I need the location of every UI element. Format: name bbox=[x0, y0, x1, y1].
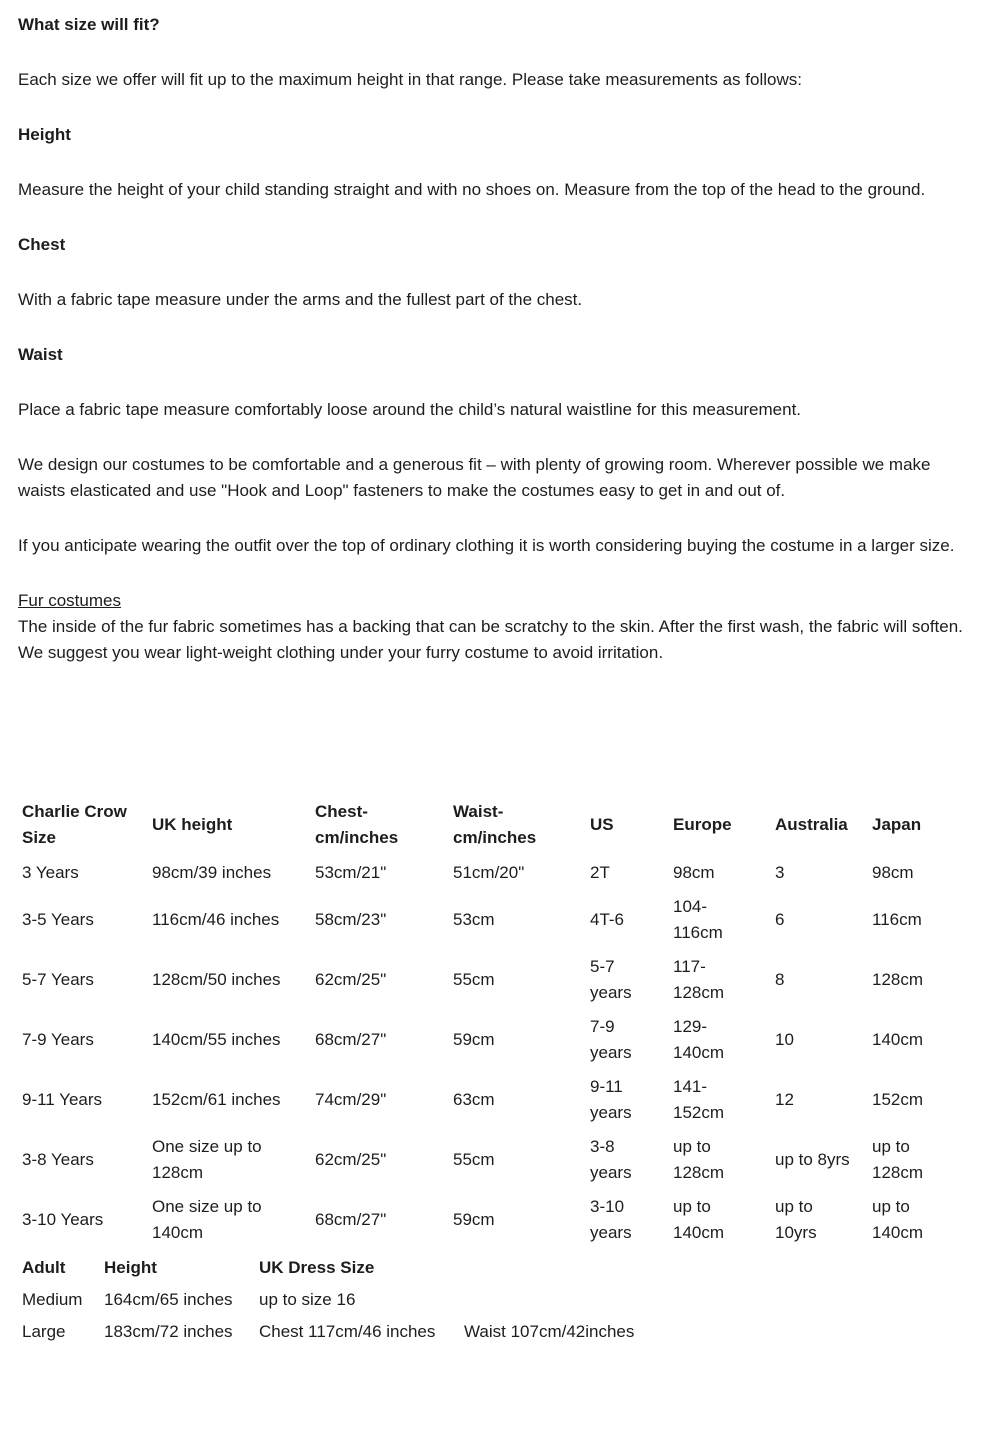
table-cell: 4T-6 bbox=[590, 910, 625, 929]
table-cell: 68cm/27" bbox=[315, 1210, 387, 1229]
fur-costumes-paragraph: The inside of the fur fabric sometimes has a backing that can be scratchy to the skin. After the first wash, the fabric will soften. We suggest you wear light-weight clothing under your furry costume to avoid irritation. bbox=[18, 617, 963, 662]
table-cell: 3 bbox=[775, 863, 785, 882]
table-cell: 116cm/46 inches bbox=[152, 910, 280, 929]
table-cell: 98cm bbox=[673, 863, 715, 882]
table-cell: Large bbox=[22, 1322, 66, 1341]
table-cell: 7-9 years bbox=[590, 1017, 632, 1062]
table-cell: 141-152cm bbox=[673, 1077, 725, 1122]
column-header: UK Dress Size bbox=[259, 1258, 375, 1277]
table-cell: 5-7 years bbox=[590, 957, 632, 1002]
table-cell: 98cm/39 inches bbox=[152, 863, 272, 882]
column-header: Japan bbox=[872, 815, 922, 834]
table-cell: One size up to 140cm bbox=[152, 1197, 262, 1242]
column-header: Height bbox=[104, 1258, 157, 1277]
chest-heading: Chest bbox=[18, 235, 66, 254]
column-header: Chest-cm/inches bbox=[315, 802, 399, 847]
table-cell: 3 Years bbox=[22, 863, 79, 882]
table-cell: 3-10 Years bbox=[22, 1210, 104, 1229]
size-chart-header-row bbox=[18, 794, 998, 856]
table-row bbox=[18, 890, 998, 950]
table-cell: up to 128cm bbox=[673, 1137, 725, 1182]
table-row bbox=[18, 1284, 790, 1316]
table-cell: 152cm bbox=[872, 1090, 924, 1109]
table-cell: 116cm bbox=[872, 910, 922, 929]
table-cell: up to 8yrs bbox=[775, 1150, 850, 1169]
size-chart-table bbox=[18, 794, 998, 1250]
table-cell: 63cm bbox=[453, 1090, 495, 1109]
column-header: Australia bbox=[775, 815, 848, 834]
table-cell: 140cm/55 inches bbox=[152, 1030, 281, 1049]
table-cell: 12 bbox=[775, 1090, 794, 1109]
table-cell: 9-11 Years bbox=[22, 1090, 103, 1109]
height-heading: Height bbox=[18, 125, 71, 144]
table-cell: 58cm/23" bbox=[315, 910, 387, 929]
table-cell: 98cm bbox=[872, 863, 914, 882]
table-cell: 55cm bbox=[453, 1150, 495, 1169]
table-cell: 128cm/50 inches bbox=[152, 970, 281, 989]
table-cell: up to 10yrs bbox=[775, 1197, 817, 1242]
table-cell: 9-11 years bbox=[590, 1077, 632, 1122]
page-title: What size will fit? bbox=[18, 15, 160, 34]
waist-paragraph: Place a fabric tape measure comfortably loose around the child’s natural waistline for this measurement. bbox=[18, 400, 802, 419]
table-cell: 104-116cm bbox=[673, 897, 723, 942]
column-header: Adult bbox=[22, 1258, 66, 1277]
table-cell: 51cm/20" bbox=[453, 863, 525, 882]
fit-note-paragraph: We design our costumes to be comfortable and a generous fit – with plenty of growing room. Wherever possible we make waists elasticated and use "Hook and Loop" fasteners to make the costumes easy to get in and out of. bbox=[18, 455, 931, 500]
table-cell: 7-9 Years bbox=[22, 1030, 94, 1049]
table-cell: 140cm bbox=[872, 1030, 924, 1049]
table-cell: 62cm/25" bbox=[315, 970, 387, 989]
column-header bbox=[460, 1252, 790, 1284]
table-cell: 5-7 Years bbox=[22, 970, 94, 989]
table-cell: 68cm/27" bbox=[315, 1030, 387, 1049]
table-row bbox=[18, 950, 998, 1010]
table-cell bbox=[460, 1284, 790, 1316]
table-cell: 3-10 years bbox=[590, 1197, 632, 1242]
table-cell: 128cm bbox=[872, 970, 924, 989]
column-header: Charlie Crow Size bbox=[22, 802, 127, 847]
table-cell: 59cm bbox=[453, 1210, 495, 1229]
table-row bbox=[18, 1070, 998, 1130]
table-cell: 129-140cm bbox=[673, 1017, 725, 1062]
table-cell: 152cm/61 inches bbox=[152, 1090, 281, 1109]
table-cell: 164cm/65 inches bbox=[104, 1290, 233, 1309]
table-cell: up to 128cm bbox=[872, 1137, 924, 1182]
table-cell: 3-5 Years bbox=[22, 910, 94, 929]
table-row bbox=[18, 1190, 998, 1250]
table-cell: 55cm bbox=[453, 970, 495, 989]
table-cell: 10 bbox=[775, 1030, 794, 1049]
adult-header-row bbox=[18, 1252, 790, 1284]
table-cell: 8 bbox=[775, 970, 785, 989]
table-cell: up to 140cm bbox=[673, 1197, 725, 1242]
intro-paragraph: Each size we offer will fit up to the maximum height in that range. Please take measurements as follows: bbox=[18, 70, 802, 89]
column-header: US bbox=[590, 815, 614, 834]
column-header: UK height bbox=[152, 815, 233, 834]
table-cell: 6 bbox=[775, 910, 785, 929]
table-cell: up to 140cm bbox=[872, 1197, 924, 1242]
table-row bbox=[18, 1130, 998, 1190]
table-cell: 3-8 Years bbox=[22, 1150, 94, 1169]
table-row bbox=[18, 856, 998, 890]
table-cell: Waist 107cm/42inches bbox=[464, 1322, 635, 1341]
table-row bbox=[18, 1010, 998, 1070]
adult-size-table bbox=[18, 1252, 790, 1348]
table-cell: Chest 117cm/46 inches bbox=[259, 1322, 436, 1341]
column-header: Europe bbox=[673, 815, 732, 834]
table-cell: 183cm/72 inches bbox=[104, 1322, 233, 1341]
table-row bbox=[18, 1316, 790, 1348]
table-cell: 59cm bbox=[453, 1030, 495, 1049]
table-cell: One size up to 128cm bbox=[152, 1137, 262, 1182]
chest-paragraph: With a fabric tape measure under the arms and the fullest part of the chest. bbox=[18, 290, 583, 309]
table-cell: 2T bbox=[590, 863, 610, 882]
table-cell: 74cm/29" bbox=[315, 1090, 387, 1109]
waist-heading: Waist bbox=[18, 345, 63, 364]
table-cell: 53cm bbox=[453, 910, 495, 929]
table-cell: up to size 16 bbox=[259, 1290, 356, 1309]
height-paragraph: Measure the height of your child standing straight and with no shoes on. Measure from the top of the head to the ground. bbox=[18, 180, 926, 199]
fur-costumes-heading: Fur costumes bbox=[18, 591, 121, 610]
table-cell: 53cm/21" bbox=[315, 863, 387, 882]
larger-size-note-paragraph: If you anticipate wearing the outfit over the top of ordinary clothing it is worth considering buying the costume in a larger size. bbox=[18, 536, 955, 555]
column-header: Waist-cm/inches bbox=[453, 802, 537, 847]
table-cell: 117-128cm bbox=[673, 957, 725, 1002]
table-cell: 3-8 years bbox=[590, 1137, 632, 1182]
table-cell: Medium bbox=[22, 1290, 83, 1309]
table-cell: 62cm/25" bbox=[315, 1150, 387, 1169]
